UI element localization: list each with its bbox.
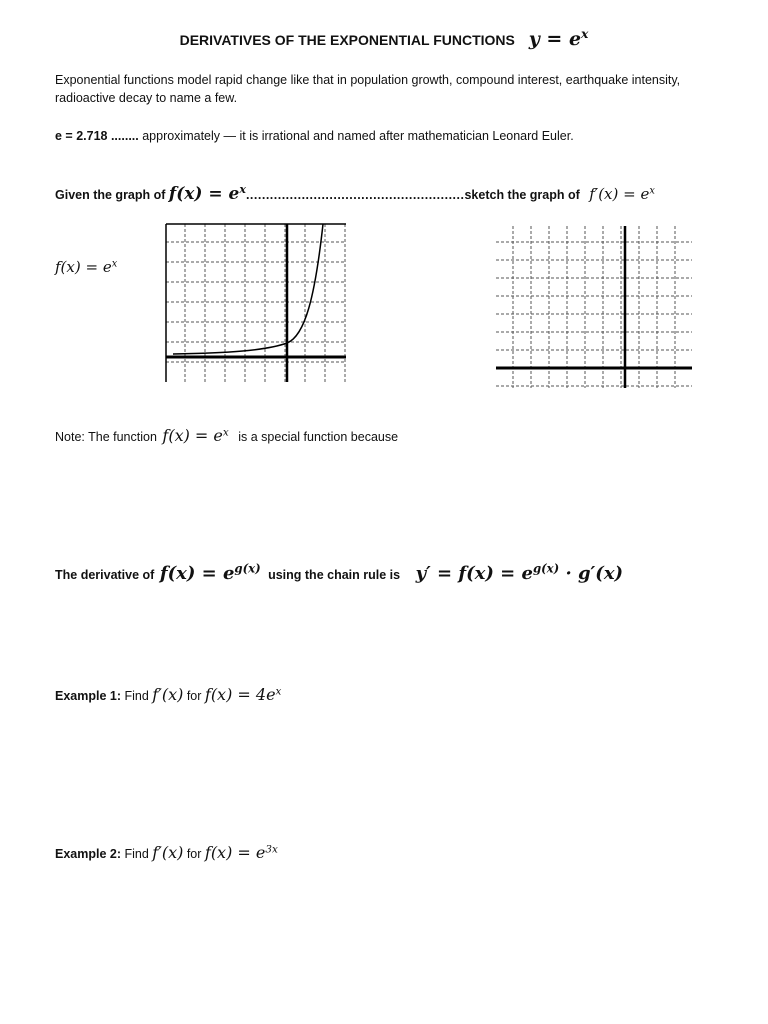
title-text: DERIVATIVES OF THE EXPONENTIAL FUNCTIONS	[179, 32, 515, 48]
note-function: $f(x) = e^x$	[162, 426, 229, 445]
e-value-line	[55, 127, 715, 145]
title-formula: $y = e^x$	[528, 26, 589, 50]
given-graph-instruction: Given the graph of $f(x) = e^x.......................................................sketch$ the graph of $f'(x) = e^x$	[55, 182, 655, 204]
blank-sketch-grid[interactable]	[495, 224, 695, 392]
chain-rule-result: $y' = f(x) = e^{g(x)} \cdot g'(x)$	[415, 561, 624, 584]
chain-rule-statement: The derivative of $f(x) = e^{g(x)}$ using the chain rule is $y' = f(x) = e^{g(x)} \cdot g'(x)$	[55, 561, 624, 584]
graph-function-label: $f(x) = e^x$	[55, 258, 118, 276]
page-title	[0, 28, 768, 50]
given-function: $f(x) = e^x$	[168, 182, 246, 204]
intro-paragraph: Exponential functions model rapid change like that in population growth, compound interest, earthquake intensity, radioactive decay to name a few.	[55, 73, 681, 105]
exponential-graph	[165, 222, 349, 386]
example-1: Example 1: Find f′(x) for $f(x) = 4e^x$	[55, 685, 282, 704]
e-description: approximately — it is irrational and named after mathematician Leonard Euler.	[138, 129, 574, 143]
composite-function: $f(x) = e^{g(x)}$	[159, 561, 261, 584]
e-value: e = 2.718 ........	[55, 129, 139, 143]
derivative-function: $f'(x) = e^x$	[589, 185, 655, 203]
example-2: Example 2: Find f′(x) for $f(x) = e^{3x}$	[55, 843, 278, 862]
exponential-curve	[173, 224, 323, 354]
note-line: Note: The function $f(x) = e^x$ is a special function because	[55, 426, 399, 445]
